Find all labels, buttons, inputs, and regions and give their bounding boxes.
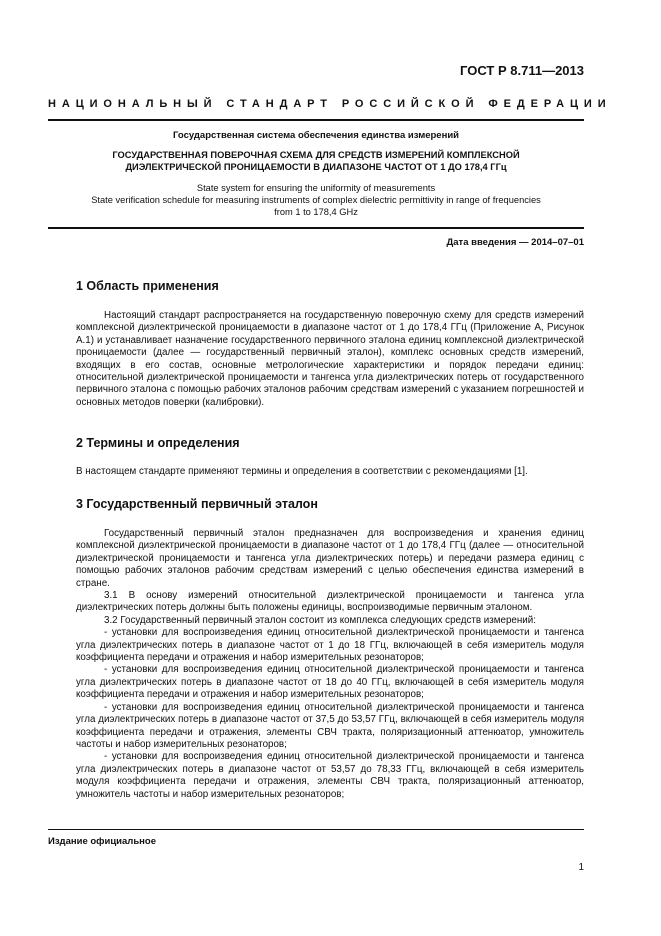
- bullet-item-3: - установки для воспроизведения единиц относительной диэлектрической проницаемости и тангенса угла диэлектрических потерь в диапазоне частот от 37,5 до 53,57 ГГц, включающей в себя измеритель модуля коэффициента передачи и отражения, элементы СВЧ тракта, поляризационный аттенюатор, умножитель частоты и набор измерительных резонаторов;: [76, 701, 584, 750]
- page-number: 1: [578, 862, 584, 873]
- section-3-heading: 3 Государственный первичный эталон: [76, 497, 318, 511]
- system-title: Государственная система обеспечения единства измерений: [172, 130, 460, 141]
- bullet-item-1: - установки для воспроизведения единиц относительной диэлектрической проницаемости и тангенса угла диэлектрических потерь в диапазоне частот от 1 до 18 ГГц, включающей в себя измеритель модуля коэффициента передачи и отражения и набор измерительных резонаторов;: [76, 627, 584, 664]
- section-2-body: [76, 466, 584, 478]
- title-block: [48, 129, 584, 218]
- section-1-body: [76, 310, 584, 409]
- section-3-paragraph-intro: Государственный первичный эталон предназначен для воспроизведения и хранения единиц комплексной диэлектрической проницаемости в диапазоне частот от 1 до 178,4 ГГц (далее — относительной диэлектрической проницаемости и тангенса угла диэлектрических потерь) и передачи размера единиц с помощью рабочих эталонов рабочим средствам измерений с целью обеспечения единства измерений в стране.: [76, 528, 584, 589]
- document-number: ГОСТ Р 8.711—2013: [460, 63, 584, 78]
- header-divider: [48, 119, 584, 121]
- english-title-line-3: from 1 to 178,4 GHz: [274, 207, 358, 217]
- bullet-item-4: - установки для воспроизведения единиц относительной диэлектрической проницаемости и тангенса угла диэлектрических потерь в диапазоне частот от 53,57 до 78,33 ГГц, включающей в себя измеритель модуля коэффициента передачи и отражения, элементы СВЧ тракта, поляризационный аттенюатор, умножитель частоты и набор измерительных резонаторов;: [76, 751, 584, 800]
- english-title-line-1: State system for ensuring the uniformity of measurements: [196, 183, 436, 193]
- title-divider: [48, 227, 584, 229]
- section-3-1-paragraph: 3.1 В основу измерений относительной диэлектрической проницаемости и тангенса угла диэлектрических потерь должны быть положены единицы, воспроизводимые первичным эталоном.: [76, 590, 584, 614]
- english-title-line-2: State verification schedule for measuring instruments of complex dielectric permittivity in range of frequencies: [91, 195, 541, 205]
- section-2-paragraph: В настоящем стандарте применяют термины и определения в соответствии с рекомендациями [1].: [76, 466, 528, 477]
- footer-divider: [48, 829, 584, 830]
- national-standard-banner: НАЦИОНАЛЬНЫЙ СТАНДАРТ РОССИЙСКОЙ ФЕДЕРАЦИИ: [48, 98, 612, 110]
- section-3-2-paragraph: 3.2 Государственный первичный эталон состоит из комплекса следующих средств измерений:: [104, 614, 536, 626]
- main-title-line-2: ДИЭЛЕКТРИЧЕСКОЙ ПРОНИЦАЕМОСТИ В ДИАПАЗОНЕ ЧАСТОТ ОТ 1 ДО 178,4 ГГц: [125, 162, 507, 172]
- section-2-heading: 2 Термины и определения: [76, 436, 240, 450]
- edition-label: Издание официальное: [48, 836, 156, 847]
- section-1-paragraph: Настоящий стандарт распространяется на государственную поверочную схему для средств измерений комплексной диэлектрической проницаемости в диапазоне частот от 1 до 178,4 ГГц (Приложение А, Рисунок А.1) и устанавливает назначение государственного первичного эталона единиц комплексной диэлектрической проницаемости (далее — государственный первичный эталон), комплекс основных средств измерений, входящих в его состав, основные метрологические характеристики и порядок передачи единиц: относительной диэлектрической проницаемости и тангенса угла диэлектрических потерь от государственного первичного эталона с помощью рабочих эталонов рабочим средствам измерений с указанием погрешностей и основных методов поверки (калибровки).: [76, 310, 584, 408]
- section-3-body: [76, 528, 584, 801]
- main-title-line-1: ГОСУДАРСТВЕННАЯ ПОВЕРОЧНАЯ СХЕМА ДЛЯ СРЕДСТВ ИЗМЕРЕНИЙ КОМПЛЕКСНОЙ: [112, 150, 520, 160]
- section-1-heading: 1 Область применения: [76, 279, 219, 293]
- bullet-item-2: - установки для воспроизведения единиц относительной диэлектрической проницаемости и тангенса угла диэлектрических потерь в диапазоне частот от 18 до 40 ГГц, включающей в себя измеритель модуля коэффициента передачи и отражения и набор измерительных резонаторов;: [76, 664, 584, 701]
- introduction-date: Дата введения — 2014–07–01: [446, 237, 584, 248]
